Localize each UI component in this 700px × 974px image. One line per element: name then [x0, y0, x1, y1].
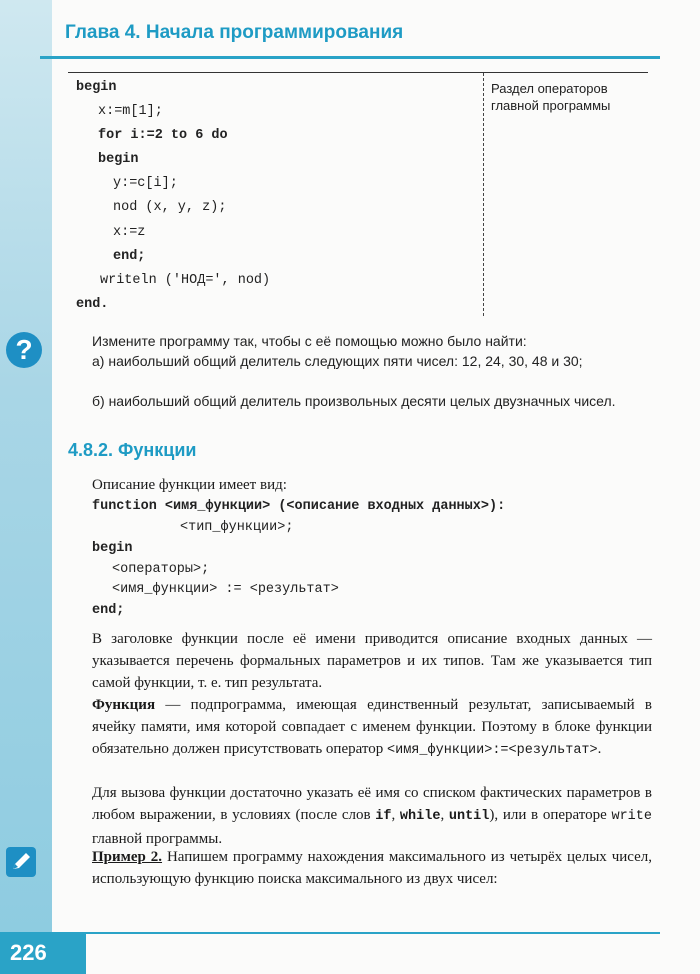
paragraph-header-description: В заголовке функции после её имени приводится описание входных данных — указывается перечень формальных параметров и их типов. Там же указывается тип самой функции, т. е. тип результата.	[92, 631, 652, 691]
chapter-title: Глава 4. Начала программирования	[65, 22, 404, 43]
code-line: begin	[76, 80, 117, 95]
question-icon: ?	[6, 332, 42, 368]
code-divider	[483, 73, 484, 316]
signature-line: <операторы>;	[112, 562, 210, 577]
example-label: Пример 2.	[92, 849, 163, 865]
code-line: writeln ('НОД=', nod)	[100, 273, 271, 288]
code-line: x:=m[1];	[98, 104, 163, 119]
signature-line: <тип_функции>;	[180, 520, 294, 535]
paragraph-function-call: Для вызова функции достаточно указать её имя со списком фактических параметров в любом выражении, в условиях (после слов if, while, until), или в операторе write главной программы.	[92, 785, 652, 847]
code-comment: Раздел операторов главной программы	[491, 81, 611, 113]
code-line: for i:=2 to 6 do	[98, 128, 228, 143]
side-margin-bar	[0, 0, 52, 974]
call-text-middle: ), или в операторе	[489, 807, 607, 823]
call-text-end: главной программы.	[92, 831, 223, 847]
task-item-a: а) наибольший общий делитель следующих пяти чисел: 12, 24, 30, 48 и 30;	[92, 353, 583, 369]
pencil-icon	[6, 847, 36, 877]
assignment-code: <имя_функции>:=<результат>	[387, 743, 598, 758]
signature-line: begin	[92, 541, 133, 556]
task-intro: Измените программу так, чтобы с её помощью можно было найти:	[92, 333, 527, 349]
code-line: x:=z	[113, 225, 146, 240]
signature-line	[92, 499, 505, 514]
keyword-if: if	[375, 809, 392, 824]
keyword-until: until	[448, 809, 490, 824]
example-text: Напишем программу нахождения максимального из четырёх целых чисел, использующую функцию поиска максимального из двух чисел:	[92, 849, 652, 887]
signature-line: <имя_функции> := <результат>	[112, 582, 339, 597]
section-title: 4.8.2. Функции	[68, 440, 197, 460]
code-line: end.	[76, 297, 109, 312]
code-line: end;	[113, 249, 146, 264]
code-line: y:=c[i];	[113, 176, 178, 191]
call-text: Для вызова функции достаточно указать её имя со списком фактических параметров в любом выражении, в условиях (после слов	[92, 785, 652, 823]
term-function: Функция	[92, 697, 156, 713]
footer-line	[40, 932, 660, 934]
keyword-while: while	[399, 809, 441, 824]
code-line: begin	[98, 152, 139, 167]
section-intro: Описание функции имеет вид:	[92, 477, 287, 493]
signature-line: end;	[92, 603, 125, 618]
paragraph-function-definition: Функция — подпрограмма, имеющая единственный результат, записываемый в ячейку памяти, имя которой совпадает с именем функции. Поэтому в блоке функции обязательно должен присутствовать оператор <имя_функции>:=<результат>.	[92, 697, 652, 758]
example-paragraph	[92, 846, 652, 890]
keyword-function: function <имя_функции> (<описание входных данных>):	[92, 499, 506, 514]
keyword-write: write	[611, 809, 652, 824]
task-item-b: б) наибольший общий делитель произвольных десяти целых двузначных чисел.	[92, 393, 616, 409]
code-line: nod (x, y, z);	[113, 200, 227, 215]
definition-text: — подпрограмма, имеющая единственный результат, записываемый в ячейку памяти, имя которой совпадает с именем функции. Поэтому в блоке функции обязательно должен присутствовать оператор	[92, 697, 652, 757]
page-number: 226	[10, 940, 47, 965]
